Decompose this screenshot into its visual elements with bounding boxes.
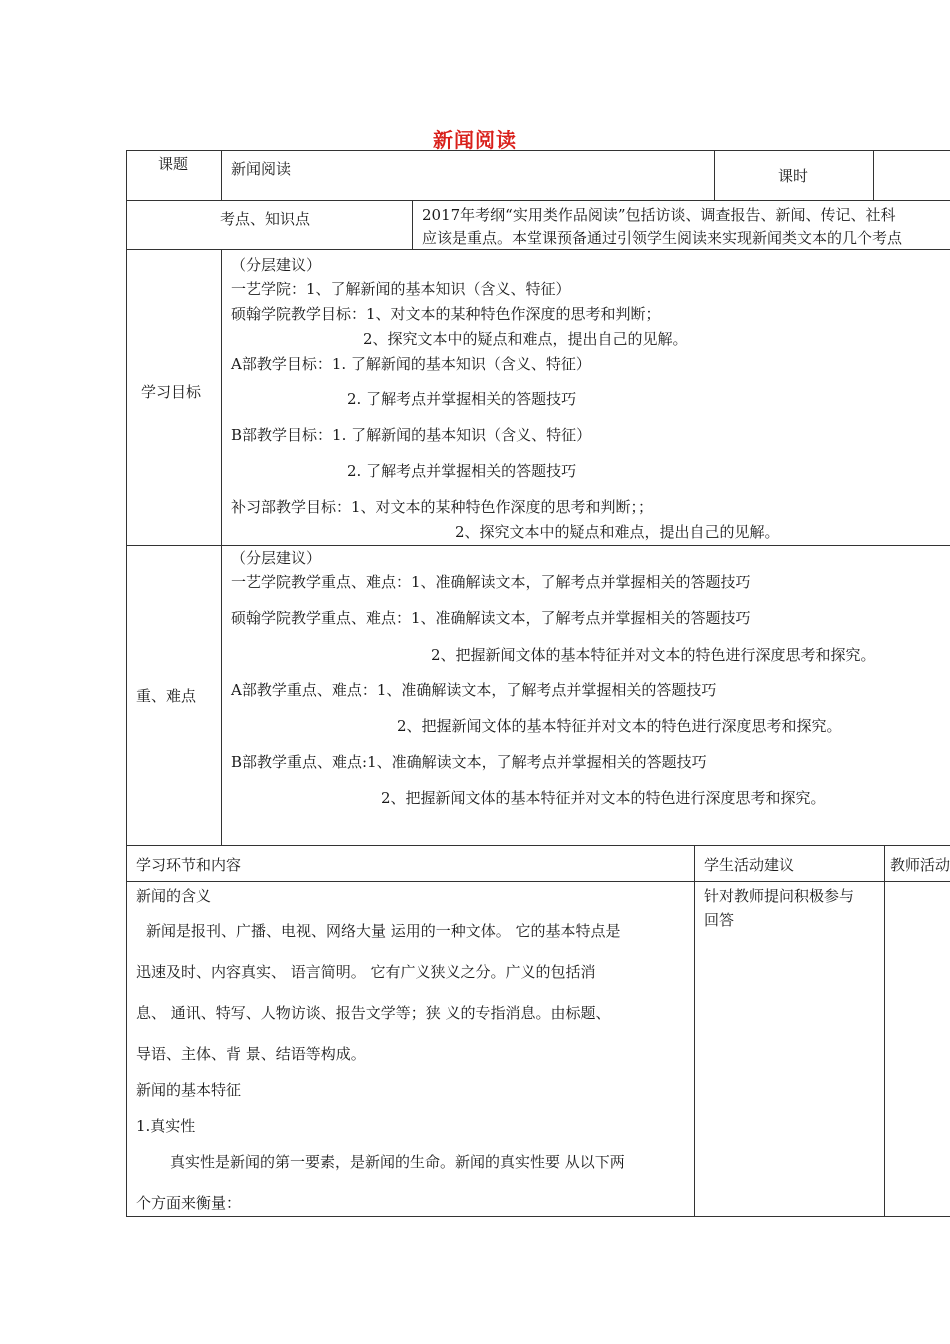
content-line: 新闻是报刊、广播、电视、网络大量 运用的一种文体。 它的基本特点是 (146, 922, 621, 940)
content-line: 真实性是新闻的第一要素，是新闻的生命。新闻的真实性要 从以下两 (170, 1153, 625, 1171)
goals-label: 学习目标 (141, 383, 202, 401)
goals-line: 2、探究文本中的疑点和难点，提出自己的见解。 (363, 330, 688, 348)
difficulties-line: （分层建议） (231, 549, 322, 567)
goals-line: 补习部教学目标：1、对文本的某种特色作深度的思考和判断；； (231, 498, 654, 516)
lesson-value: 新闻阅读 (231, 160, 292, 178)
content-line: 1.真实性 (136, 1117, 196, 1135)
content-line: 导语、主体、背 景、结语等构成。 (136, 1045, 366, 1063)
content-line: 息、 通讯、特写、人物访谈、报告文学等；狭 义的专指消息。由标题、 (136, 1004, 611, 1022)
difficulties-line: B部教学重点、难点:1、准确解读文本，了解考点并掌握相关的答题技巧 (231, 753, 707, 771)
difficulties-line: 2、把握新闻文体的基本特征并对文本的特色进行深度思考和探究。 (397, 717, 842, 735)
knowledge-label: 考点、知识点 (220, 210, 311, 228)
process-col-header: 学生活动建议 (704, 856, 795, 874)
content-line: 新闻的含义 (136, 887, 212, 905)
difficulties-line: 硕翰学院教学重点、难点：1、准确解读文本，了解考点并掌握相关的答题技巧 (231, 609, 751, 627)
goals-line: 2. 了解考点并掌握相关的答题技巧 (347, 390, 577, 408)
difficulties-line: 2、把握新闻文体的基本特征并对文本的特色进行深度思考和探究。 (381, 789, 826, 807)
goals-line: （分层建议） (231, 256, 322, 274)
goals-line: 2、探究文本中的疑点和难点，提出自己的见解。 (455, 523, 780, 541)
difficulties-line: 2、把握新闻文体的基本特征并对文本的特色进行深度思考和探究。 (431, 646, 876, 664)
period-label: 课时 (778, 167, 809, 185)
process-col-header: 学习环节和内容 (136, 856, 242, 874)
goals-line: 硕翰学院教学目标：1、对文本的某种特色作深度的思考和判断； (231, 305, 661, 323)
student-activity-line: 针对教师提问积极参与 (704, 887, 855, 905)
difficulties-line: 一艺学院教学重点、难点：1、准确解读文本，了解考点并掌握相关的答题技巧 (231, 573, 751, 591)
content-line: 新闻的基本特征 (136, 1081, 242, 1099)
knowledge-line: 2017年考纲“实用类作品阅读”包括访谈、调查报告、新闻、传记、社科 (422, 206, 896, 224)
goals-line: A部教学目标：1. 了解新闻的基本知识（含义、特征） (231, 355, 591, 373)
content-line: 个方面来衡量： (136, 1194, 242, 1212)
knowledge-line: 应该是重点。本堂课预备通过引领学生阅读来实现新闻类文本的几个考点 (422, 229, 903, 247)
difficulties-label: 重、难点 (136, 687, 197, 705)
process-col-header: 教师活动 (890, 856, 950, 874)
student-activity-line: 回答 (704, 911, 735, 929)
page-title: 新闻阅读 (433, 128, 517, 152)
goals-line: 一艺学院：1、了解新闻的基本知识（含义、特征） (231, 280, 571, 298)
goals-line: B部教学目标：1. 了解新闻的基本知识（含义、特征） (231, 426, 592, 444)
difficulties-line: A部教学重点、难点：1、准确解读文本，了解考点并掌握相关的答题技巧 (231, 681, 717, 699)
content-line: 迅速及时、内容真实、 语言简明。 它有广义狭义之分。广义的包括消 (136, 963, 596, 981)
process-header-row (126, 845, 950, 882)
goals-line: 2. 了解考点并掌握相关的答题技巧 (347, 462, 577, 480)
lesson-label: 课题 (158, 155, 189, 173)
